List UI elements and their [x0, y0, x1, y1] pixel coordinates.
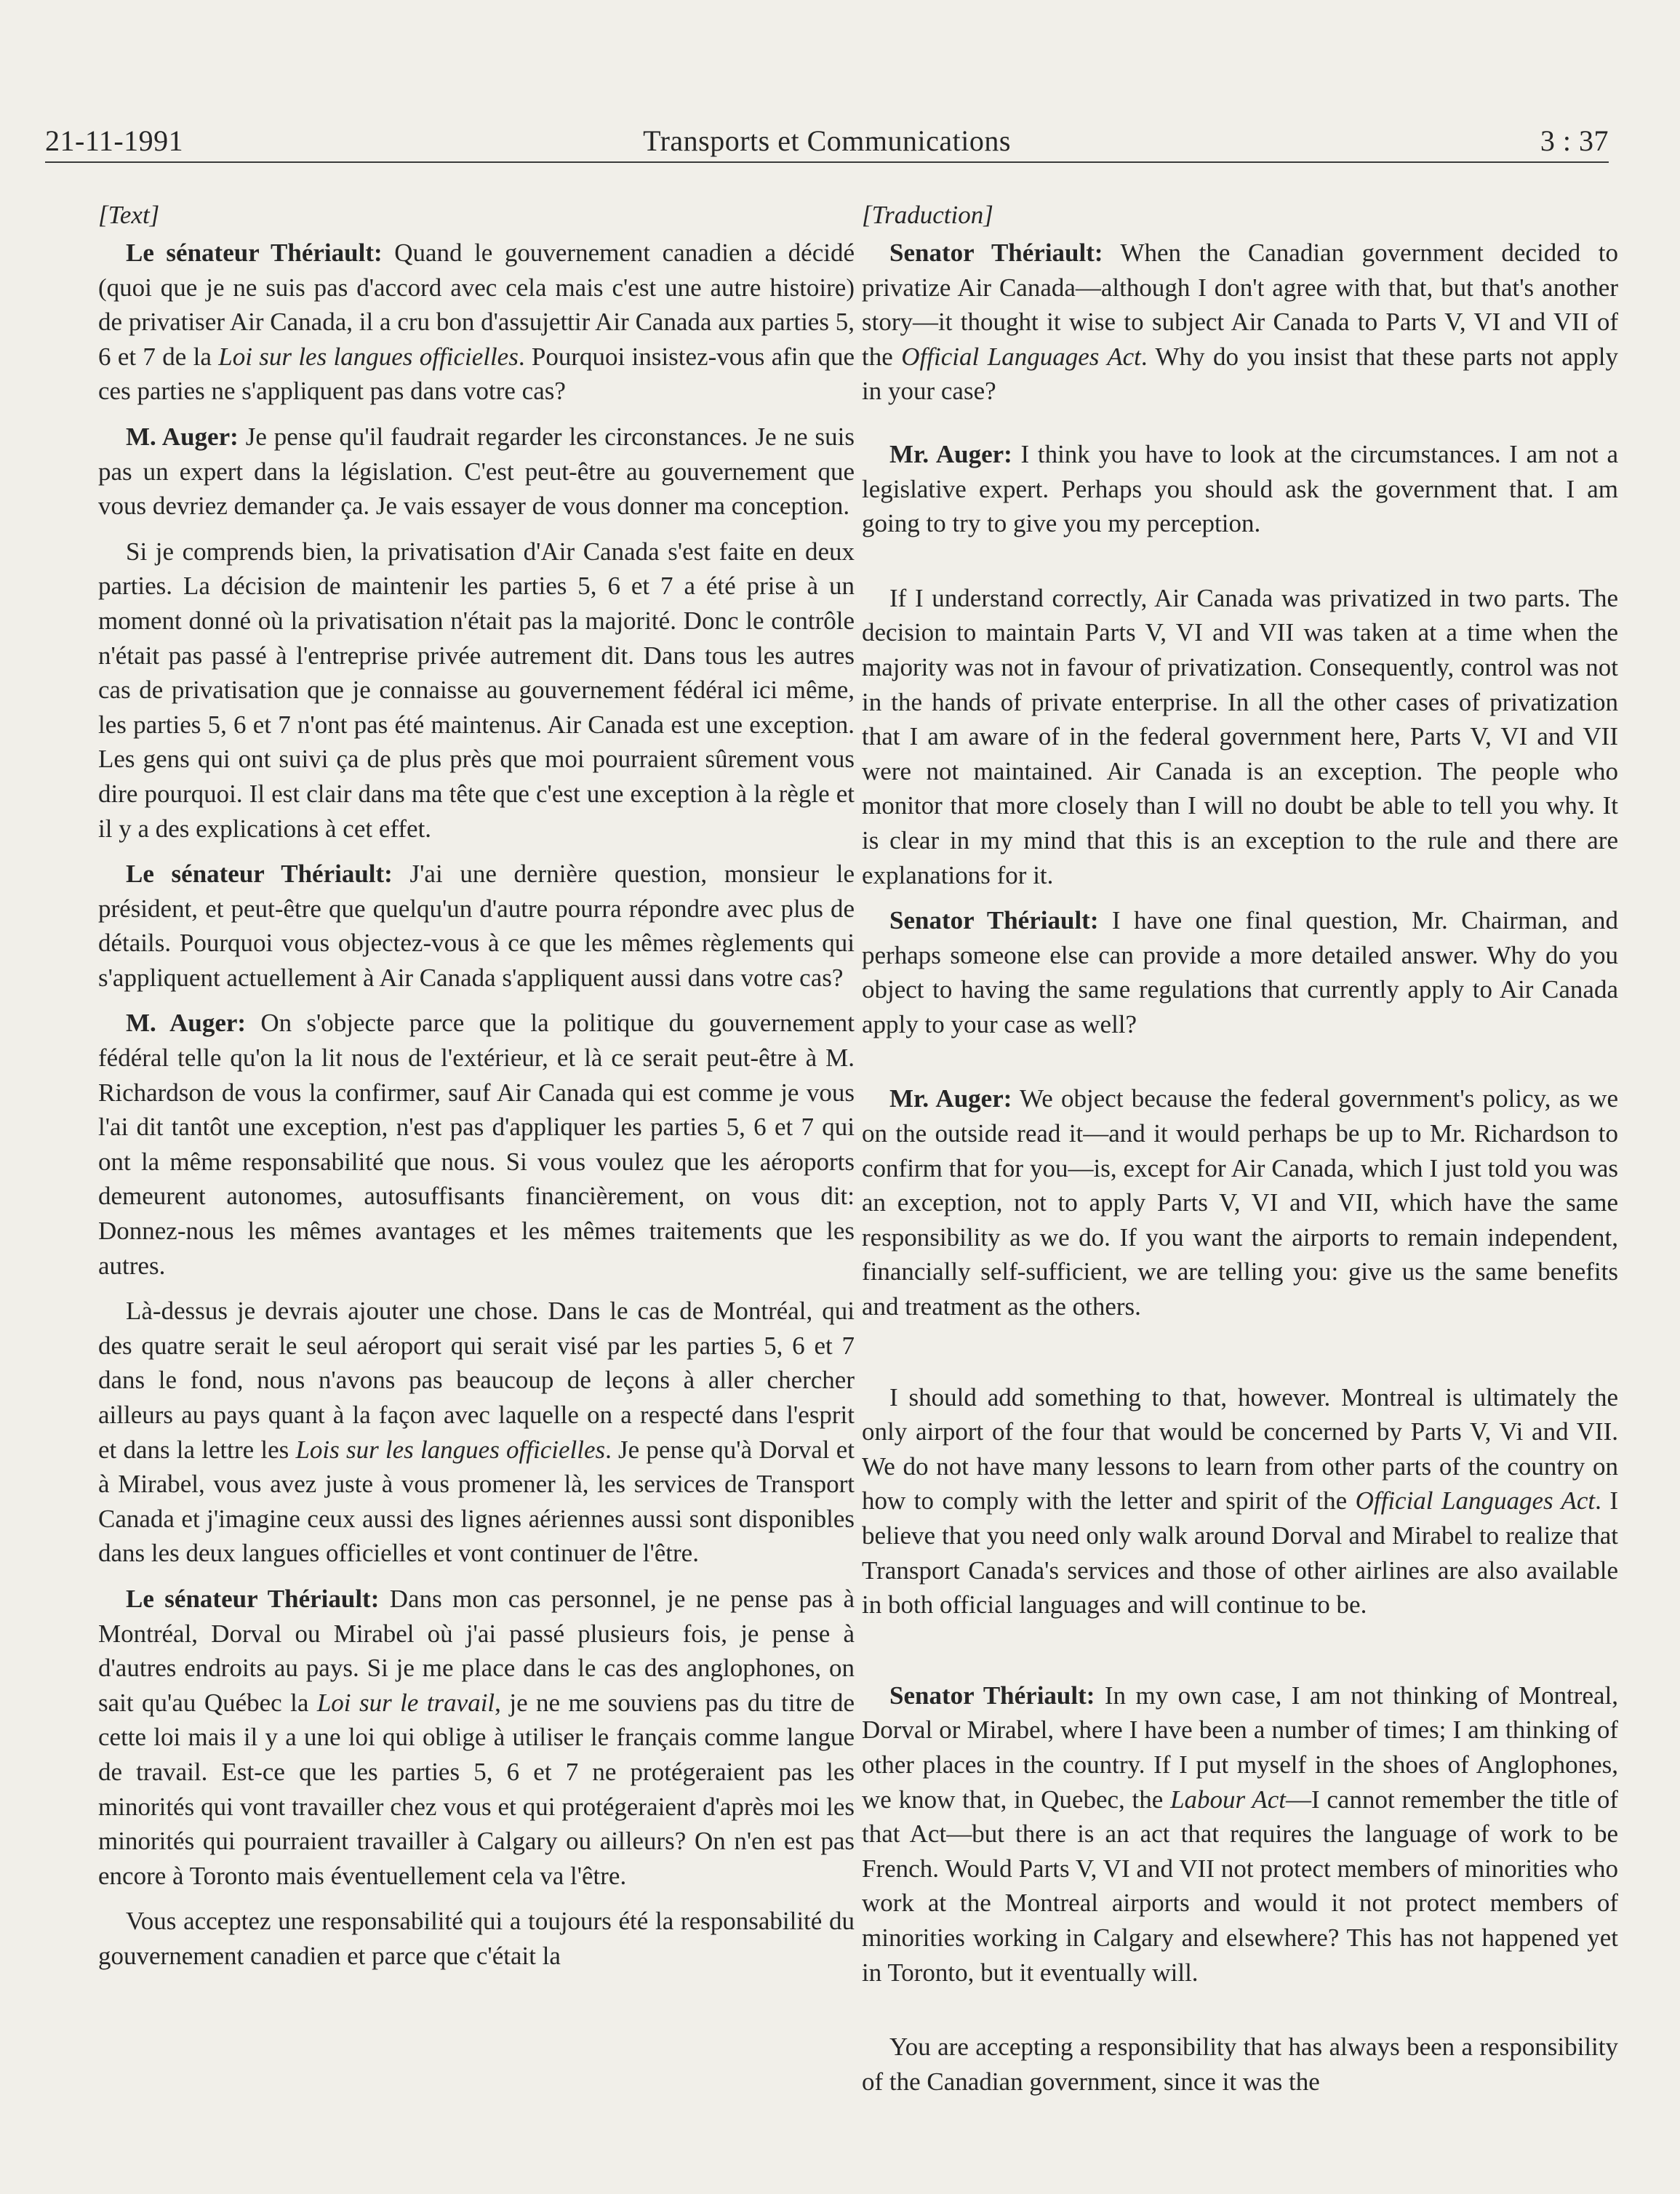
paragraph: If I understand correctly, Air Canada was privatized in two parts. The decision to maintain Parts V, VI and VII was taken at a time when the majority was not in favour of privatization. Consequently, control was not in the hands of private enterprise. In all the other cases of privatization that I am aware of in the federal government here, Parts V, VI and VII were not maintained. Air Canada is an exception. The people who monitor that more closely than I will no doubt be able to tell you why. It is clear in my mind that this is an exception to the rule and there are explanations for it.: [862, 583, 1618, 889]
speaker-name: M. Auger:: [126, 1009, 247, 1038]
speaker-name: Senator Thériault:: [889, 906, 1099, 935]
paragraph: M. Auger: On s'objecte parce que la politique du gouvernement fédéral telle qu'on la lit nous de l'extérieur, et là ce serait peut-être à M. Richardson de vous la confirmer, sauf Air Canada qui est comme je vous l'ai dit tantôt une exception, n'est pas d'appliquer les parties 5, 6 et 7 qui ont la même responsabilité que nous. Si vous voulez que les aéroports demeurent autonomes, autosuffisants financièrement, on vous dit: Donnez-nous les mêmes avantages et les mêmes traitements que les autres.: [98, 1009, 855, 1280]
language-label: [Text]: [98, 201, 160, 229]
header-page-number: 3 : 37: [1540, 124, 1609, 157]
paragraph: Là-dessus je devrais ajouter une chose. Dans le cas de Montréal, qui des quatre serait le seul aéroport qui serait visé par les parties 5, 6 et 7 dans le fond, nous n'avons pas beaucoup de leçons à aller chercher ailleurs au pays quant à la façon avec laquelle on a respecté dans l'esprit et dans la lettre les Lois sur les langues officielles. Je pense qu'à Dorval et à Mirabel, vous avez juste à vous promener là, les services de Transport Canada et j'imagine ceux aussi des lignes aériennes aussi sont disponibles dans les deux langues officielles et vont continuer de l'être.: [98, 1297, 855, 1568]
speaker-name: Senator Thériault:: [889, 1681, 1095, 1710]
french-column: [98, 198, 855, 2161]
speaker-name: Le sénateur Thériault:: [126, 239, 383, 267]
speaker-name: M. Auger:: [126, 422, 239, 451]
paragraph: Le sénateur Thériault: Quand le gouvernement canadien a décidé (quoi que je ne suis pas d'accord avec cela mais c'est une autre histoire) de privatiser Air Canada, il a cru bon d'assujettir Air Canada aux parties 5, 6 et 7 de la Loi sur les langues officielles. Pourquoi insistez-vous afin que ces parties ne s'appliquent pas dans votre cas?: [98, 239, 855, 406]
language-label: [Traduction]: [862, 201, 993, 229]
paragraph: Senator Thériault: I have one final question, Mr. Chairman, and perhaps someone else can provide a more detailed answer. Why do you object to having the same regulations that currently apply to Air Canada apply to your case as well?: [862, 906, 1618, 1038]
paragraph: Si je comprends bien, la privatisation d'Air Canada s'est faite en deux parties. La décision de maintenir les parties 5, 6 et 7 a été prise à un moment donné où la privatisation n'était pas la majorité. Donc le contrôle n'était pas passé à l'entreprise privée autrement dit. Dans tous les autres cas de privatisation que je connaisse au gouvernement fédéral ici même, les parties 5, 6 et 7 n'ont pas été maintenus. Air Canada est une exception. Les gens qui ont suivi ça de plus près que moi pourraient sûrement vous dire pourquoi. Il est clair dans ma tête que c'est une exception à la règle et il y a des explications à cet effet.: [98, 537, 855, 843]
paragraph: I should add something to that, however. Montreal is ultimately the only airport of the four that would be concerned by Parts V, Vi and VII. We do not have many lessons to learn from other parts of the country on how to comply with the letter and spirit of the Official Languages Act. I believe that you need only walk around Dorval and Mirabel to realize that Transport Canada's services and those of other airlines are also available in both official languages and will continue to be.: [862, 1382, 1618, 1620]
paragraph: Mr. Auger: I think you have to look at the circumstances. I am not a legislative expert. Perhaps you should ask the government that. I am going to try to give you my perception.: [862, 439, 1618, 538]
header-rule: [45, 161, 1609, 163]
speaker-name: Le sénateur Thériault:: [126, 1584, 380, 1613]
paragraph: Mr. Auger: We object because the federal government's policy, as we on the outside read it—and it would perhaps be up to Mr. Richardson to confirm that for you—is, except for Air Canada, which I just told you was an exception, not to apply Parts V, VI and VII, which have the same responsibility as we do. If you want the airports to remain independent, financially self-sufficient, we are telling you: give us the same benefits and treatment as the others.: [862, 1084, 1618, 1321]
speaker-name: Senator Thériault:: [889, 239, 1103, 267]
paragraph: Le sénateur Thériault: J'ai une dernière question, monsieur le président, et peut-être que quelqu'un d'autre pourra répondre avec plus de détails. Pourquoi vous objectez-vous à ce que les mêmes règlements qui s'appliquent actuellement à Air Canada s'appliquent aussi dans votre cas?: [98, 860, 855, 992]
speaker-name: Le sénateur Thériault:: [126, 860, 393, 889]
speaker-name: Mr. Auger:: [889, 439, 1012, 468]
header-title: Transports et Communications: [643, 124, 1011, 157]
paragraph: You are accepting a responsibility that has always been a responsibility of the Canadian government, since it was the: [862, 2033, 1618, 2096]
speaker-name: Mr. Auger:: [889, 1084, 1012, 1113]
paragraph: Senator Thériault: In my own case, I am not thinking of Montreal, Dorval or Mirabel, where I have been a number of times; I am thinking of other places in the country. If I put myself in the shoes of Anglophones, we know that, in Quebec, the Labour Act—I cannot remember the title of that Act—but there is an act that requires the language of work to be French. Would Parts V, VI and VII not protect members of minorities who work at the Montreal airports and would it not protect members of minorities working in Calgary and elsewhere? This has not happened yet in Toronto, but it eventually will.: [862, 1681, 1618, 1987]
paragraph: M. Auger: Je pense qu'il faudrait regarder les circonstances. Je ne suis pas un expert dans la législation. C'est peut-être au gouvernement que vous devriez demander ça. Je vais essayer de vous donner ma conception.: [98, 422, 855, 521]
paragraph: Senator Thériault: When the Canadian government decided to privatize Air Canada—although I don't agree with that, but that's another story—it thought it wise to subject Air Canada to Parts V, VI and VII of the Official Languages Act. Why do you insist that these parts not apply in your case?: [862, 239, 1618, 406]
header-date: 21-11-1991: [45, 124, 184, 157]
paragraph: Vous acceptez une responsabilité qui a toujours été la responsabilité du gouvernement canadien et parce que c'était la: [98, 1907, 855, 1970]
english-column: [862, 198, 1618, 2161]
page-header: [45, 124, 1609, 167]
paragraph: Le sénateur Thériault: Dans mon cas personnel, je ne pense pas à Montréal, Dorval ou Mirabel où j'ai passé plusieurs fois, je pense à d'autres endroits au pays. Si je me place dans le cas des anglophones, on sait qu'au Québec la Loi sur le travail, je ne me souviens pas du titre de cette loi mais il y a une loi qui oblige à utiliser le français comme langue de travail. Est-ce que les parties 5, 6 et 7 ne protégeraient pas les minorités qui vont travailler chez vous et qui protégeraient d'après moi les minorités qui pourraient travailler à Calgary ou ailleurs? On n'en est pas encore à Toronto mais éventuellement cela va l'être.: [98, 1584, 855, 1890]
